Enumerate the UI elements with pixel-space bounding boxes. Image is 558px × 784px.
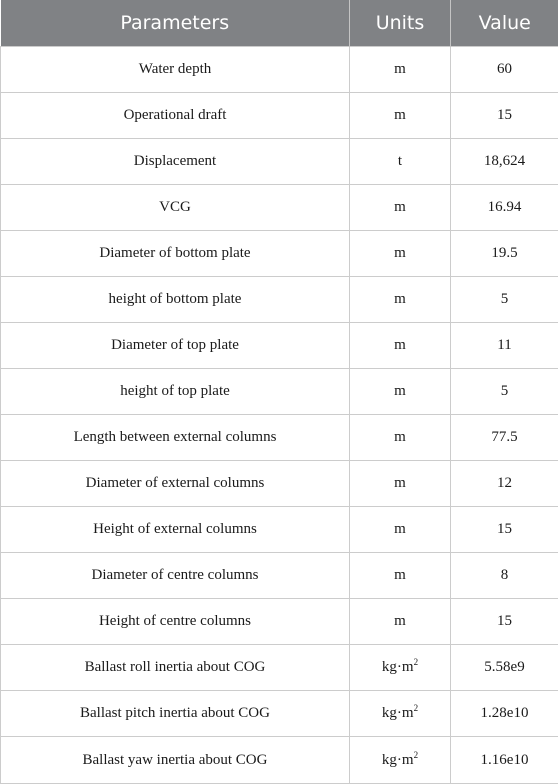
value-cell: 1.16e10: [451, 737, 558, 784]
unit-cell: [350, 323, 451, 369]
table-row: [1, 553, 558, 599]
parameter-cell: Ballast roll inertia about COG: [1, 645, 350, 691]
table-row: [1, 231, 558, 277]
unit-text: kg·m: [382, 659, 414, 675]
unit-text: m: [394, 107, 406, 123]
unit-cell: [350, 461, 451, 507]
parameter-cell: Diameter of external columns: [1, 461, 350, 507]
table-body: [1, 47, 558, 784]
table-row: [1, 47, 558, 93]
unit-cell: [350, 47, 451, 93]
unit-cell: [350, 231, 451, 277]
unit-text: t: [398, 153, 402, 169]
value-cell: 5: [451, 277, 558, 323]
parameter-cell: Length between external columns: [1, 415, 350, 461]
header-units: Units: [350, 0, 451, 47]
unit-text: kg·m: [382, 752, 414, 768]
parameter-cell: Displacement: [1, 139, 350, 185]
unit-text: m: [394, 199, 406, 215]
value-cell: 11: [451, 323, 558, 369]
unit-exponent: 2: [414, 703, 419, 713]
parameter-cell: VCG: [1, 185, 350, 231]
table-row: [1, 369, 558, 415]
unit-cell: [350, 139, 451, 185]
parameter-cell: Diameter of centre columns: [1, 553, 350, 599]
unit-cell: [350, 277, 451, 323]
value-cell: 15: [451, 599, 558, 645]
value-cell: 16.94: [451, 185, 558, 231]
unit-text: m: [394, 291, 406, 307]
unit-text: m: [394, 475, 406, 491]
parameter-cell: Height of external columns: [1, 507, 350, 553]
unit-text: m: [394, 245, 406, 261]
value-cell: 18,624: [451, 139, 558, 185]
parameter-cell: Operational draft: [1, 93, 350, 139]
header-row: [1, 0, 558, 47]
value-cell: 1.28e10: [451, 691, 558, 737]
table-row: [1, 461, 558, 507]
value-cell: 77.5: [451, 415, 558, 461]
parameter-cell: Ballast pitch inertia about COG: [1, 691, 350, 737]
unit-text: kg·m: [382, 705, 414, 721]
unit-text: m: [394, 567, 406, 583]
unit-exponent: 2: [414, 657, 419, 667]
value-cell: 5.58e9: [451, 645, 558, 691]
unit-text: m: [394, 613, 406, 629]
unit-cell: [350, 645, 451, 691]
table-row: [1, 93, 558, 139]
unit-cell: [350, 369, 451, 415]
unit-cell: [350, 691, 451, 737]
unit-cell: [350, 185, 451, 231]
table-row: [1, 737, 558, 784]
value-cell: 12: [451, 461, 558, 507]
unit-cell: [350, 93, 451, 139]
unit-text: m: [394, 521, 406, 537]
table-row: [1, 277, 558, 323]
value-cell: 8: [451, 553, 558, 599]
table-row: [1, 507, 558, 553]
table-row: [1, 691, 558, 737]
header-parameters: Parameters: [1, 0, 350, 47]
parameter-cell: Diameter of bottom plate: [1, 231, 350, 277]
parameter-cell: height of bottom plate: [1, 277, 350, 323]
parameter-cell: Diameter of top plate: [1, 323, 350, 369]
table-row: [1, 185, 558, 231]
unit-cell: [350, 553, 451, 599]
unit-text: m: [394, 337, 406, 353]
unit-text: m: [394, 429, 406, 445]
table-row: [1, 139, 558, 185]
unit-text: m: [394, 61, 406, 77]
value-cell: 5: [451, 369, 558, 415]
parameter-cell: Ballast yaw inertia about COG: [1, 737, 350, 784]
unit-cell: [350, 415, 451, 461]
header-value: Value: [451, 0, 558, 47]
table-header: [1, 0, 558, 47]
unit-text: m: [394, 383, 406, 399]
value-cell: 15: [451, 93, 558, 139]
value-cell: 15: [451, 507, 558, 553]
table-row: [1, 645, 558, 691]
table-row: [1, 415, 558, 461]
unit-cell: [350, 507, 451, 553]
value-cell: 19.5: [451, 231, 558, 277]
table-row: [1, 599, 558, 645]
unit-exponent: 2: [414, 750, 419, 760]
unit-cell: [350, 599, 451, 645]
parameter-cell: Water depth: [1, 47, 350, 93]
unit-cell: [350, 737, 451, 784]
parameter-cell: Height of centre columns: [1, 599, 350, 645]
value-cell: 60: [451, 47, 558, 93]
table-row: [1, 323, 558, 369]
parameter-cell: height of top plate: [1, 369, 350, 415]
